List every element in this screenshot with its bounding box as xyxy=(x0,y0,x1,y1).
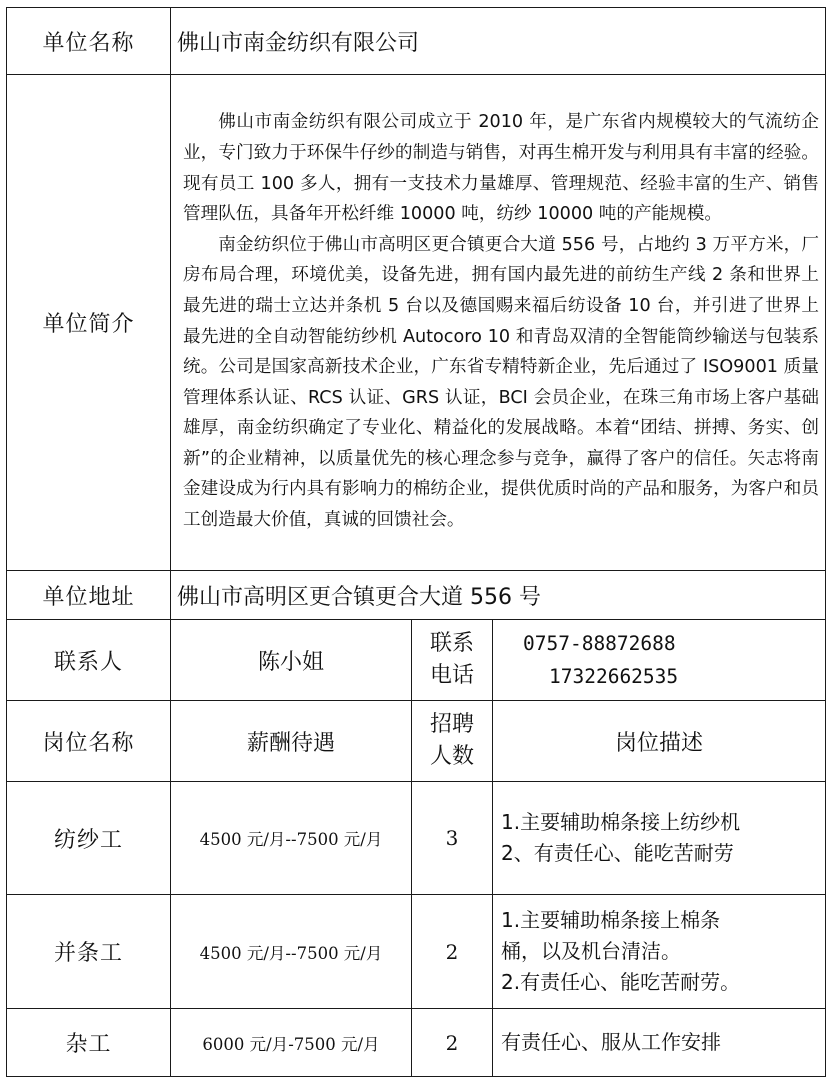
headcount-header xyxy=(412,701,493,782)
job-description xyxy=(493,782,826,895)
job-title: 并条工 xyxy=(7,895,171,1009)
company-intro-row xyxy=(7,75,826,571)
job-title-header: 岗位名称 xyxy=(7,701,171,782)
company-name-label: 单位名称 xyxy=(7,8,171,75)
contact-person-value: 陈小姐 xyxy=(171,620,412,701)
job-title: 纺纱工 xyxy=(7,782,171,895)
contact-phone-label-line: 电话 xyxy=(429,663,474,688)
company-address-value: 佛山市高明区更合镇更合大道 556 号 xyxy=(171,571,826,620)
job-title: 杂工 xyxy=(7,1009,171,1077)
job-headcount: 2 xyxy=(412,895,493,1009)
contact-phone-values xyxy=(493,620,826,701)
contact-person-label: 联系人 xyxy=(7,620,171,701)
headcount-header-line: 招聘 xyxy=(429,712,474,737)
company-name-row xyxy=(7,8,826,75)
job-description-line: 1.主要辅助棉条接上纺纱机 xyxy=(501,810,741,834)
job-salary: 6000 元/月-7500 元/月 xyxy=(171,1009,412,1077)
job-headcount: 2 xyxy=(412,1009,493,1077)
job-row xyxy=(7,895,826,1009)
jobs-header-row xyxy=(7,701,826,782)
job-salary: 4500 元/月--7500 元/月 xyxy=(171,782,412,895)
company-intro-text xyxy=(171,75,826,571)
salary-header: 薪酬待遇 xyxy=(171,701,412,782)
phone-number: 0757-88872688 xyxy=(523,632,676,655)
job-description-line: 1.主要辅助棉条接上棉条 xyxy=(501,908,721,932)
job-salary: 4500 元/月--7500 元/月 xyxy=(171,895,412,1009)
mobile-number: 17322662535 xyxy=(549,665,679,688)
job-description-line: 2、有责任心、能吃苦耐劳 xyxy=(501,841,734,865)
job-description xyxy=(493,1009,826,1077)
headcount-header-line: 人数 xyxy=(429,744,474,769)
contact-row xyxy=(7,620,826,701)
job-row xyxy=(7,1009,826,1077)
company-address-label: 单位地址 xyxy=(7,571,171,620)
intro-paragraph: 南金纺织位于佛山市高明区更合镇更合大道 556 号，占地约 3 万平方米，厂房布局合理，环境优美，设备先进，拥有国内最先进的前纺生产线 2 条和世界上最先进的瑞士立达并条机 5 台以及德国赐来福后纺设备 10 台，并引进了世界上最先进的全自动智能纺纱机 Autocoro 10 和青岛双清的全智能筒纱输送与包装系统。公司是国家高新技术企业，广东省专精特新企业，先后通过了 ISO9001 质量管理体系认证、RCS 认证、GRS 认证，BCI 会员企业，在珠三角市场上客户基础雄厚，南金纺织确定了专业化、精益化的发展战略。本着“团结、拼搏、务实、创新”的企业精神，以质量优先的核心理念参与竞争，赢得了客户的信任。矢志将南金建设成为行内具有影响力的棉纺企业，提供优质时尚的产品和服务，为客户和员工创造最大价值，真诚的回馈社会。 xyxy=(183,234,820,531)
company-intro-label: 单位简介 xyxy=(7,75,171,571)
contact-phone-label xyxy=(412,620,493,701)
job-description-line: 2.有责任心、能吃苦耐劳。 xyxy=(501,970,741,994)
job-description-line: 有责任心、服从工作安排 xyxy=(501,1030,721,1054)
job-description xyxy=(493,895,826,1009)
intro-paragraph: 佛山市南金纺织有限公司成立于 2010 年，是广东省内规模较大的气流纺企业，专门致力于环保牛仔纱的制造与销售，对再生棉开发与利用具有丰富的经验。现有员工 100 多人，拥有一支技术力量雄厚、管理规范、经验丰富的生产、销售管理队伍，具备年开松纤维 10000 吨，纺纱 10000 吨的产能规模。 xyxy=(183,112,820,225)
job-description-header: 岗位描述 xyxy=(493,701,826,782)
job-headcount: 3 xyxy=(412,782,493,895)
job-description-line: 桶，以及机台清洁。 xyxy=(501,939,681,963)
company-name-value: 佛山市南金纺织有限公司 xyxy=(171,8,826,75)
company-info-table xyxy=(6,7,826,1077)
job-row xyxy=(7,782,826,895)
contact-phone-label-line: 联系 xyxy=(429,631,474,656)
company-address-row xyxy=(7,571,826,620)
